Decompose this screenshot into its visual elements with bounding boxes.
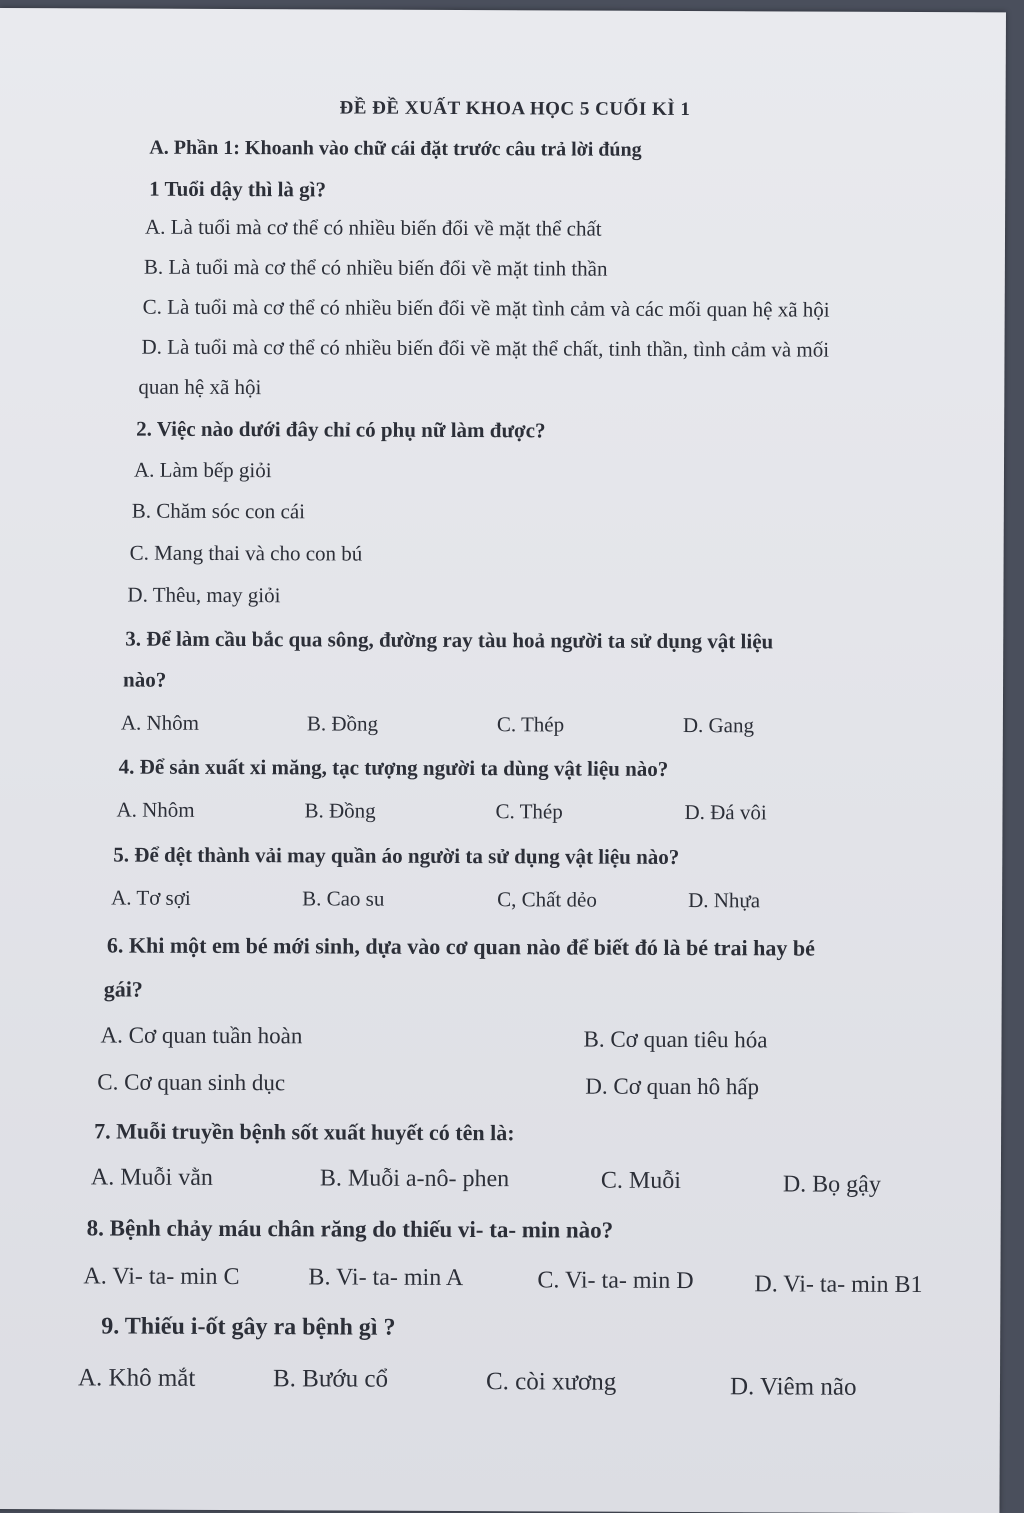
question-2: 2. Việc nào dưới đây chỉ có phụ nữ làm được? — [136, 416, 546, 443]
question-3-option-b: B. Đồng — [306, 711, 379, 736]
question-5-option-b: B. Cao su — [302, 886, 385, 911]
question-8-option-d: D. Vi- ta- min B1 — [754, 1271, 923, 1299]
question-4-option-c: C. Thép — [495, 799, 563, 824]
exam-paper — [0, 8, 1006, 1513]
part-heading: A. Phần 1: Khoanh vào chữ cái đặt trước câu trả lời đúng — [149, 136, 642, 161]
question-4: 4. Để sản xuất xi măng, tạc tượng người ta dùng vật liệu nào? — [118, 754, 669, 781]
question-3-option-c: C. Thép — [496, 712, 565, 737]
question-6-continuation: gái? — [103, 976, 143, 1002]
question-4-option-d: D. Đá vôi — [684, 799, 767, 825]
question-3-option-a: A. Nhôm — [120, 710, 200, 735]
question-9-option-d: D. Viêm não — [729, 1373, 857, 1401]
question-6-option-b: B. Cơ quan tiêu hóa — [583, 1026, 768, 1053]
question-5-option-d: D. Nhựa — [688, 888, 761, 913]
question-7-option-a: A. Muỗi vằn — [90, 1164, 213, 1191]
question-6-option-c: C. Cơ quan sinh dục — [97, 1069, 286, 1096]
question-2-option-d: D. Thêu, may giỏi — [127, 582, 281, 608]
question-8-option-c: C. Vi- ta- min D — [537, 1267, 694, 1295]
question-2-option-b: B. Chăm sóc con cái — [131, 498, 306, 524]
question-1-option-d-continuation: quan hệ xã hội — [138, 374, 262, 400]
question-8-option-b: B. Vi- ta- min A — [308, 1264, 464, 1292]
question-3-option-d: D. Gang — [682, 712, 755, 738]
question-3: 3. Để làm cầu bắc qua sông, đường ray tàu hoả người ta sử dụng vật liệu — [125, 626, 774, 654]
question-2-option-c: C. Mang thai và cho con bú — [129, 540, 363, 566]
question-9-option-b: B. Bướu cổ — [272, 1365, 389, 1393]
question-7-option-b: B. Muỗi a-nô- phen — [319, 1165, 510, 1193]
question-7-option-d: D. Bọ gậy — [782, 1171, 881, 1198]
question-1-option-d: D. Là tuổi mà cơ thể có nhiều biến đổi về mặt thể chất, tinh thần, tình cảm và mối — [141, 334, 830, 362]
question-9-option-c: C. còi xương — [485, 1368, 617, 1396]
question-7: 7. Muỗi truyền bệnh sốt xuất huyết có tên là: — [94, 1118, 515, 1146]
question-8: 8. Bệnh chảy máu chân răng do thiếu vi- ta- min nào? — [86, 1215, 614, 1243]
question-7-option-c: C. Muỗi — [600, 1167, 681, 1194]
question-6-option-d: D. Cơ quan hô hấp — [585, 1073, 760, 1100]
question-9: 9. Thiếu i-ốt gây ra bệnh gì ? — [101, 1313, 396, 1341]
question-4-option-a: A. Nhôm — [116, 797, 195, 822]
question-5-option-c: C, Chất dẻo — [497, 887, 597, 912]
question-1: 1 Tuổi dậy thì là gì? — [149, 176, 327, 202]
question-5: 5. Để dệt thành vải may quần áo người ta sử dụng vật liệu nào? — [113, 842, 680, 869]
question-5-option-a: A. Tơ sợi — [111, 885, 191, 910]
question-3-continuation: nào? — [123, 667, 167, 692]
question-1-option-a: A. Là tuổi mà cơ thể có nhiều biến đổi về mặt thể chất — [144, 214, 602, 241]
question-2-option-a: A. Làm bếp giỏi — [133, 457, 272, 483]
question-1-option-b: B. Là tuổi mà cơ thể có nhiều biến đổi về mặt tinh thần — [143, 254, 608, 281]
question-1-option-c: C. Là tuổi mà cơ thể có nhiều biến đổi về mặt tình cảm và các mối quan hệ xã hội — [142, 294, 830, 322]
question-4-option-b: B. Đồng — [304, 798, 376, 823]
question-6: 6. Khi một em bé mới sinh, dựa vào cơ quan nào để biết đó là bé trai hay bé — [106, 932, 815, 961]
question-9-option-a: A. Khô mắt — [77, 1364, 196, 1392]
question-8-option-a: A. Vi- ta- min C — [83, 1263, 240, 1291]
exam-title: ĐỀ ĐỀ XUẤT KHOA HỌC 5 CUỐI KÌ 1 — [339, 97, 691, 121]
question-6-option-a: A. Cơ quan tuần hoàn — [100, 1022, 303, 1049]
